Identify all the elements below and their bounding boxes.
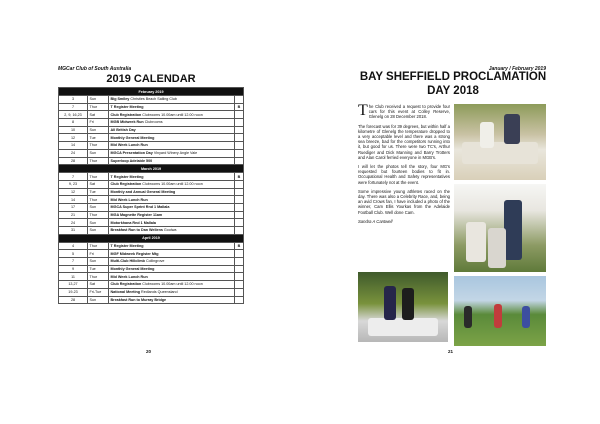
event-cell [109, 96, 235, 104]
event-cell [109, 273, 235, 281]
photo-athletes-on-field [454, 276, 546, 346]
event-mark [235, 134, 244, 142]
event-detail: Vinyard Winery Angle Vale [153, 151, 198, 156]
event-day: Thur [88, 173, 109, 181]
event-date: 11 [59, 273, 88, 281]
event-day: Sun [88, 203, 109, 211]
event-day: Sun [88, 258, 109, 266]
event-mark [235, 142, 244, 150]
event-detail: Clubrooms 10.00am until 12.00 noon [142, 112, 203, 117]
event-date: 14 [59, 196, 88, 204]
event-date: 8 [59, 119, 88, 127]
page-number-right: 21 [448, 349, 454, 354]
event-cell [109, 288, 235, 296]
calendar-row [59, 103, 244, 111]
paragraph-3: I will let the photos tell the story, four MG's requested but fourteen bodies to fit in. Occupational Health and Safety representatives were fortunately not at the event. [358, 164, 450, 185]
calendar-row [59, 203, 244, 211]
event-mark [235, 149, 244, 157]
calendar-row [59, 227, 244, 235]
event-mark: B [235, 173, 244, 181]
event-date: 9, 23 [59, 180, 88, 188]
event-day: Tue [88, 134, 109, 142]
event-name: MGB Midweek Run [110, 120, 144, 125]
event-date: 17 [59, 203, 88, 211]
calendar-row [59, 219, 244, 227]
event-cell [109, 126, 235, 134]
event-name: Monthly General Meeting [110, 267, 155, 272]
event-mark [235, 96, 244, 104]
calendar-row [59, 96, 244, 104]
event-cell [109, 265, 235, 273]
article-title [352, 70, 554, 98]
event-detail: Collingrove [145, 259, 165, 264]
author-signature: Sandra A Cantwell [358, 218, 393, 224]
paragraph-4: Some impressive young athletes raced on the day. There was also a Celebrity Race, and, being an avid Crows fan, I have included a photo of the winner, Cam Ellis Yourkas from the Adelaide Football Club. Well done Cam. [358, 188, 450, 215]
event-cell [109, 103, 235, 111]
event-day: Thur [88, 103, 109, 111]
event-date: 28 [59, 157, 88, 165]
event-name: National Meeting [110, 290, 141, 295]
calendar-row [59, 180, 244, 188]
issue-header: January / February 2019 [488, 66, 546, 72]
club-header: MGCar Club of South Australia [58, 66, 132, 72]
event-cell [109, 134, 235, 142]
event-name: Mid Week Lunch Run [110, 143, 148, 148]
event-date: 2, 9, 16,23 [59, 111, 88, 119]
event-day: Fri-Tue [88, 288, 109, 296]
event-date: 24 [59, 219, 88, 227]
event-date: 14 [59, 142, 88, 150]
photo-celebrity-winner [454, 184, 546, 272]
event-name: Big Smiley [110, 97, 130, 102]
page-number-left: 20 [146, 349, 152, 354]
month-label: March 2019 [59, 165, 244, 173]
event-day: Tue [88, 188, 109, 196]
event-cell [109, 203, 235, 211]
calendar-row [59, 273, 244, 281]
event-name: T Register Meeting [110, 105, 144, 110]
event-detail: Clubrooms 10.00am until 12.00 noon [142, 282, 203, 287]
event-mark [235, 180, 244, 188]
event-cell [109, 196, 235, 204]
event-day: Fri [88, 250, 109, 258]
event-day: Thur [88, 242, 109, 250]
event-name: Superloop Adelaide 500 [110, 158, 153, 163]
event-day: Sat [88, 111, 109, 119]
event-mark [235, 296, 244, 304]
event-date: 12 [59, 188, 88, 196]
article-body [358, 104, 450, 228]
calendar-row [59, 157, 244, 165]
event-name: All British Day [110, 128, 136, 133]
event-cell [109, 157, 235, 165]
event-mark [235, 119, 244, 127]
event-day: Thur [88, 211, 109, 219]
calendar-row [59, 188, 244, 196]
event-name: MGCA Presentation Day [110, 151, 153, 156]
article-title-line2: DAY 2018 [427, 85, 479, 97]
event-mark [235, 111, 244, 119]
event-cell [109, 142, 235, 150]
calendar-row [59, 242, 244, 250]
article-title-line1: BAY SHEFFIELD PROCLAMATION [359, 71, 547, 83]
calendar-row [59, 265, 244, 273]
month-label: April 2019 [59, 234, 244, 242]
event-mark: B [235, 103, 244, 111]
event-name: Motorkhana Rnd 1 Mallala [110, 220, 156, 225]
event-detail: Clubrooms [144, 120, 163, 125]
event-date: 9 [59, 265, 88, 273]
event-day: Thur [88, 142, 109, 150]
event-cell [109, 180, 235, 188]
event-cell [109, 211, 235, 219]
event-name: Mid Week Lunch Run [110, 197, 148, 202]
month-header-row [59, 165, 244, 173]
event-day: Sun [88, 227, 109, 235]
event-date: 7 [59, 173, 88, 181]
event-date: 7 [59, 103, 88, 111]
calendar-row [59, 111, 244, 119]
event-name: Club Registration [110, 282, 142, 287]
event-date: 28 [59, 296, 88, 304]
event-day: Sat [88, 180, 109, 188]
event-mark: B [235, 242, 244, 250]
calendar-row [59, 173, 244, 181]
calendar-title: 2019 CALENDAR [106, 73, 196, 85]
event-mark [235, 203, 244, 211]
event-name: Monthly and Annual General Meeting [110, 189, 176, 194]
calendar-row [59, 258, 244, 266]
event-cell [109, 173, 235, 181]
event-cell [109, 219, 235, 227]
event-name: MGCA Super Sprint Rnd 1 Mallala [110, 205, 170, 210]
event-mark [235, 188, 244, 196]
event-cell [109, 296, 235, 304]
event-date: 24 [59, 149, 88, 157]
event-cell [109, 281, 235, 289]
event-date: 31 [59, 227, 88, 235]
event-mark [235, 227, 244, 235]
month-header-row [59, 88, 244, 96]
event-date: 19-23 [59, 288, 88, 296]
event-cell [109, 227, 235, 235]
event-date: 12 [59, 134, 88, 142]
drop-cap: T [358, 102, 368, 119]
calendar-row [59, 211, 244, 219]
event-day: Sat [88, 281, 109, 289]
event-name: Breakfast Run to Dan Wellens [110, 228, 163, 233]
event-cell [109, 188, 235, 196]
event-name: Multi-Club Hillclimb [110, 259, 145, 264]
event-date: 21 [59, 211, 88, 219]
event-date: 13,27 [59, 281, 88, 289]
event-cell [109, 119, 235, 127]
event-cell [109, 242, 235, 250]
calendar-row [59, 288, 244, 296]
paragraph-1: he Club received a request to provide four cars for this event at Colley Reserve, Glenelg on 28 December 2018. [368, 104, 450, 120]
event-name: MGF Midweek Register Mtg [110, 251, 159, 256]
event-date: 5 [59, 250, 88, 258]
calendar-row [59, 281, 244, 289]
month-label: February 2019 [59, 88, 244, 96]
event-cell [109, 111, 235, 119]
event-day: Sun [88, 96, 109, 104]
month-header-row [59, 234, 244, 242]
event-name: T Register Meeting [110, 244, 144, 249]
event-day: Thur [88, 196, 109, 204]
event-mark [235, 273, 244, 281]
event-date: 4 [59, 242, 88, 250]
calendar-row [59, 296, 244, 304]
event-cell [109, 250, 235, 258]
event-date: 10 [59, 126, 88, 134]
event-name: Mid Week Lunch Run [110, 274, 148, 279]
event-mark [235, 281, 244, 289]
event-name: Monthly General Meeting [110, 135, 155, 140]
event-day: Sun [88, 149, 109, 157]
event-name: Club Registration [110, 112, 142, 117]
event-detail: Redlands Queensland [141, 290, 178, 295]
event-date: 3 [59, 96, 88, 104]
event-day: Tue [88, 265, 109, 273]
event-mark [235, 219, 244, 227]
event-mark [235, 250, 244, 258]
event-mark [235, 258, 244, 266]
event-date: 7 [59, 258, 88, 266]
calendar-row [59, 142, 244, 150]
right-page [300, 0, 600, 424]
event-name: Club Registration [110, 182, 142, 187]
event-name: Breakfast Run to Murray Bridge [110, 297, 167, 302]
event-detail: Clubrooms 10.00am until 12.00 noon [142, 182, 203, 187]
event-mark [235, 265, 244, 273]
calendar-row [59, 250, 244, 258]
event-mark [235, 196, 244, 204]
event-day: Thur [88, 273, 109, 281]
calendar-table [58, 87, 244, 304]
event-detail: Goolwa [163, 228, 177, 233]
photo-runners-in-mg [358, 272, 448, 342]
event-mark [235, 157, 244, 165]
event-mark [235, 288, 244, 296]
calendar-row [59, 134, 244, 142]
event-day: Fri [88, 119, 109, 127]
event-name: T Register Meeting [110, 174, 144, 179]
event-mark [235, 211, 244, 219]
photo-people-in-mg-car [454, 104, 546, 180]
event-cell [109, 149, 235, 157]
event-day: Thur [88, 157, 109, 165]
calendar-row [59, 119, 244, 127]
calendar-row [59, 196, 244, 204]
calendar-row [59, 126, 244, 134]
event-mark [235, 126, 244, 134]
event-day: Sun [88, 126, 109, 134]
paragraph-2: The forecast was for 39 degrees, but within half a kilometre of Glenelg the temperature dropped to a very acceptable level and there was a strong sea breeze, bad for the competitors running into it, but good for us. There were two TC's, Arthur Ruediger and Dick Manning and Barry Trotters and Alan Carol ferried everyone in MGB's. [358, 123, 450, 160]
event-day: Sun [88, 296, 109, 304]
event-name: MGA Magnette Register 11am [110, 212, 163, 217]
calendar-row [59, 149, 244, 157]
event-cell [109, 258, 235, 266]
event-detail: Christies Beach Sailing Club [130, 97, 177, 102]
event-day: Sun [88, 219, 109, 227]
